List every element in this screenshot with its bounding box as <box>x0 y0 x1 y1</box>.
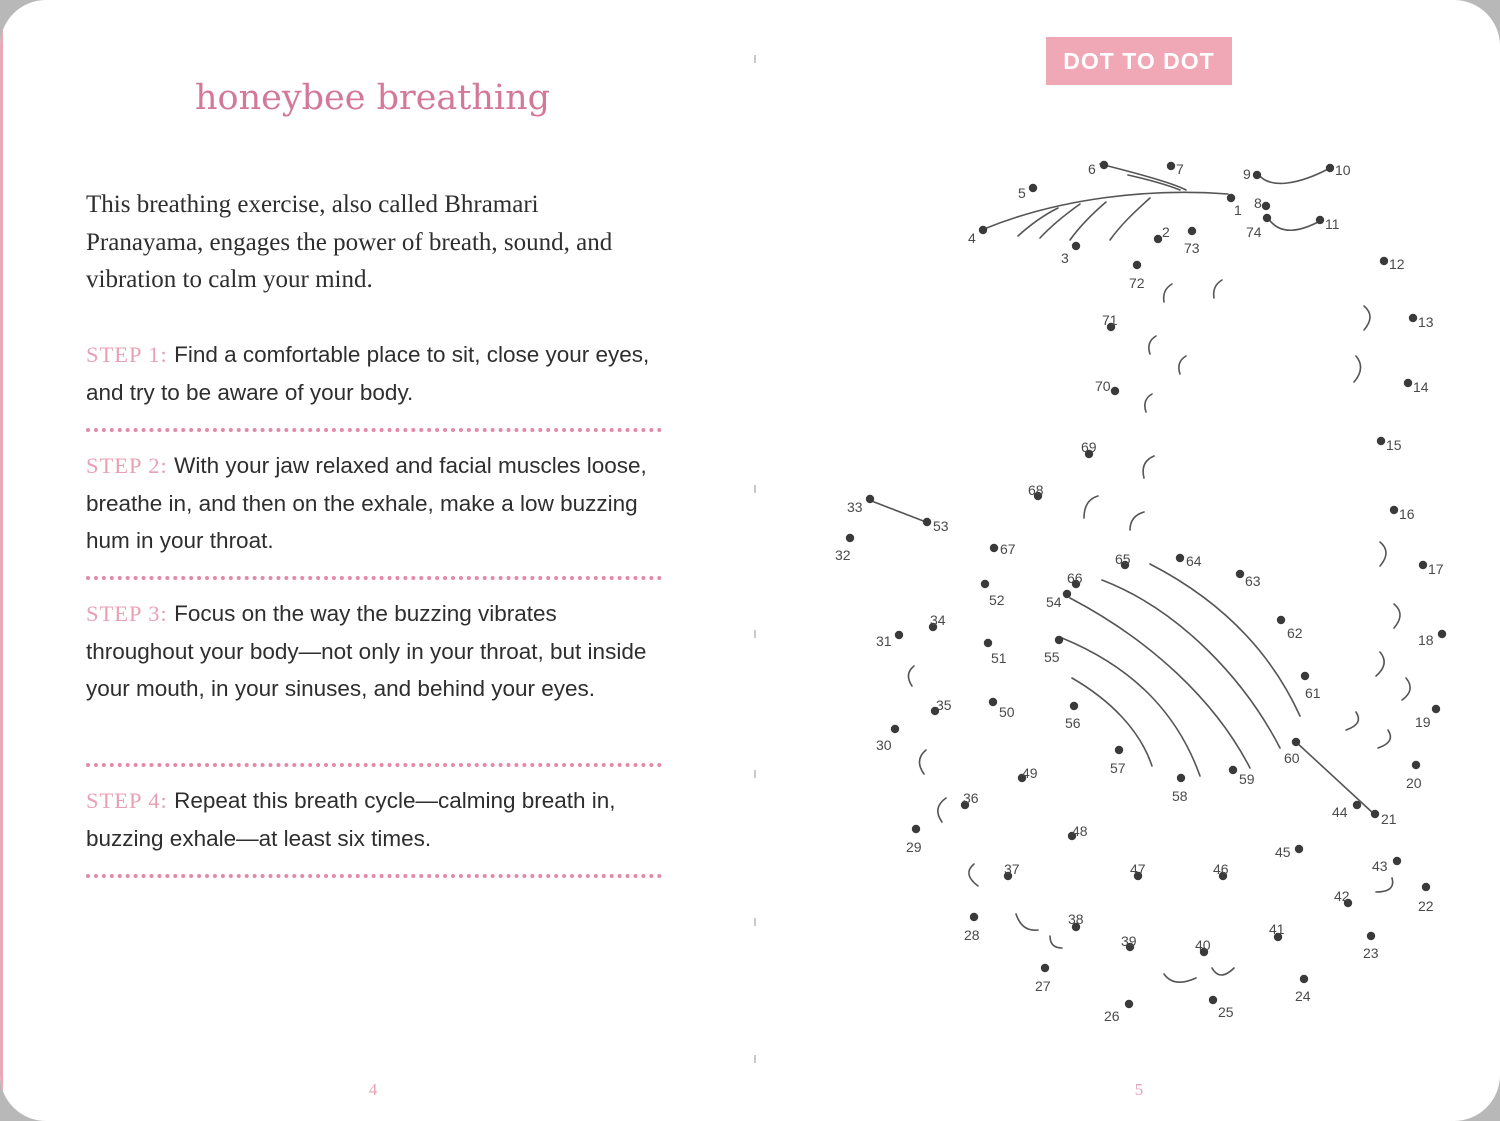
puzzle-dot-number: 43 <box>1372 858 1388 874</box>
puzzle-dot-number: 58 <box>1172 788 1188 804</box>
puzzle-dot <box>1301 672 1309 680</box>
stripe-line <box>1150 564 1300 716</box>
puzzle-dot-number: 1 <box>1234 202 1242 218</box>
puzzle-dot <box>1380 257 1388 265</box>
puzzle-dot-number: 50 <box>999 704 1015 720</box>
puzzle-dot <box>1422 883 1430 891</box>
puzzle-dot-number: 36 <box>963 790 979 806</box>
puzzle-dot-number: 4 <box>968 230 976 246</box>
puzzle-dot <box>1390 506 1398 514</box>
puzzle-dot-number: 74 <box>1246 224 1262 240</box>
puzzle-dot-number: 6 <box>1088 161 1096 177</box>
step-3-text: Focus on the way the buzzing vibrates throughout your body—not only in your throat, but inside your mouth, in your sinuses, and behind your eyes. <box>86 601 647 701</box>
puzzle-dot <box>1393 857 1401 865</box>
puzzle-dot <box>1229 766 1237 774</box>
antenna-line <box>1258 168 1330 183</box>
curl-dash <box>1380 542 1386 566</box>
puzzle-dot-number: 23 <box>1363 945 1379 961</box>
puzzle-dot <box>1262 202 1270 210</box>
step-2-text: With your jaw relaxed and facial muscles loose, breathe in, and then on the exhale, make a low buzzing hum in your throat. <box>86 453 647 553</box>
curl-dash <box>1394 604 1400 628</box>
curl-dash <box>1164 284 1172 302</box>
puzzle-dot-number: 31 <box>876 633 892 649</box>
puzzle-dot <box>1133 261 1141 269</box>
puzzle-dot-number: 41 <box>1269 921 1285 937</box>
curl-dash <box>908 666 914 686</box>
puzzle-dot-number: 73 <box>1184 240 1200 256</box>
curl-dash <box>1016 914 1038 930</box>
step-1-text: Find a comfortable place to sit, close your eyes, and try to be aware of your body. <box>86 342 650 405</box>
puzzle-dot-number: 10 <box>1335 162 1351 178</box>
puzzle-dot-number: 26 <box>1104 1008 1120 1024</box>
puzzle-dot-number: 15 <box>1386 437 1402 453</box>
curl-dash <box>938 798 946 822</box>
curl-dash <box>1346 712 1358 730</box>
puzzle-dot-number: 52 <box>989 592 1005 608</box>
puzzle-dot <box>1176 554 1184 562</box>
antenna-line <box>1268 218 1322 230</box>
puzzle-dot <box>970 913 978 921</box>
puzzle-dot <box>1367 932 1375 940</box>
curl-dash <box>1376 878 1393 892</box>
puzzle-dot-number: 37 <box>1004 861 1020 877</box>
puzzle-dot <box>989 698 997 706</box>
puzzle-dot <box>1115 746 1123 754</box>
puzzle-dot-number: 70 <box>1095 378 1111 394</box>
puzzle-dot-number: 9 <box>1243 166 1251 182</box>
puzzle-dot-number: 16 <box>1399 506 1415 522</box>
puzzle-dot-number: 2 <box>1162 224 1170 240</box>
puzzle-dot-number: 65 <box>1115 551 1131 567</box>
puzzle-dot <box>912 825 920 833</box>
puzzle-dot <box>1253 171 1261 179</box>
puzzle-dot <box>1419 561 1427 569</box>
connector-line <box>869 500 926 522</box>
puzzle-dot-number: 17 <box>1428 561 1444 577</box>
puzzle-dot-number: 13 <box>1418 314 1434 330</box>
curl-dash <box>1143 456 1154 478</box>
puzzle-dot <box>846 534 854 542</box>
puzzle-dot-number: 46 <box>1213 861 1229 877</box>
curl-dash <box>1179 356 1186 374</box>
puzzle-dot-number: 38 <box>1068 911 1084 927</box>
puzzle-dot-number: 62 <box>1287 625 1303 641</box>
puzzle-dot-number: 69 <box>1081 439 1097 455</box>
puzzle-dot <box>979 226 987 234</box>
puzzle-dot-number: 48 <box>1072 823 1088 839</box>
stripe-line <box>1102 580 1280 748</box>
stripe-line <box>1072 678 1152 766</box>
puzzle-dot-number: 19 <box>1415 714 1431 730</box>
curl-dash <box>1145 394 1152 412</box>
puzzle-dot-number: 56 <box>1065 715 1081 731</box>
puzzle-dot <box>1125 1000 1133 1008</box>
stripe-line <box>1070 598 1250 768</box>
puzzle-dot <box>1154 235 1162 243</box>
puzzle-dot-number: 8 <box>1254 195 1262 211</box>
puzzle-dot-number: 68 <box>1028 482 1044 498</box>
puzzle-dot <box>1111 387 1119 395</box>
puzzle-dot <box>895 631 903 639</box>
puzzle-dot <box>1295 845 1303 853</box>
puzzle-dot-number: 34 <box>930 612 946 628</box>
stem-line <box>1128 175 1180 190</box>
puzzle-dot <box>1227 194 1235 202</box>
intro-paragraph: This breathing exercise, also called Bhramari Pranayama, engages the power of breath, sound, and vibration to calm your mind. <box>86 191 613 293</box>
puzzle-dot <box>1167 162 1175 170</box>
puzzle-dot-number: 5 <box>1018 185 1026 201</box>
puzzle-dot <box>990 544 998 552</box>
puzzle-dot <box>1432 705 1440 713</box>
puzzle-dot-number: 25 <box>1218 1004 1234 1020</box>
puzzle-dot <box>984 639 992 647</box>
puzzle-dot <box>1236 570 1244 578</box>
puzzle-dot <box>1316 216 1324 224</box>
stem-line <box>1110 198 1150 240</box>
puzzle-dot-number: 72 <box>1129 275 1145 291</box>
puzzle-dot-number: 47 <box>1130 861 1146 877</box>
curl-dash <box>969 864 978 886</box>
curl-dash <box>1214 280 1222 298</box>
puzzle-dot <box>1100 161 1108 169</box>
step-4-text: Repeat this breath cycle—calming breath in, buzzing exhale—at least six times. <box>86 788 616 851</box>
puzzle-dot <box>923 518 931 526</box>
puzzle-dot-number: 55 <box>1044 649 1060 665</box>
step-1-label: STEP 1: <box>86 342 168 367</box>
puzzle-dot-number: 54 <box>1046 594 1062 610</box>
curl-dash <box>1354 356 1361 382</box>
puzzle-dot <box>866 495 874 503</box>
curl-dash <box>1050 936 1062 948</box>
puzzle-dot-number: 60 <box>1284 750 1300 766</box>
curl-dash <box>1149 336 1156 354</box>
puzzle-dot-number: 33 <box>847 499 863 515</box>
puzzle-dot <box>1377 437 1385 445</box>
puzzle-dot <box>1371 810 1379 818</box>
puzzle-dot <box>1300 975 1308 983</box>
puzzle-dot <box>1326 164 1334 172</box>
curl-dash <box>1402 678 1410 700</box>
curl-dash <box>1212 968 1234 975</box>
puzzle-dot-number: 29 <box>906 839 922 855</box>
puzzle-dot-number: 39 <box>1121 933 1137 949</box>
puzzle-dot <box>1041 964 1049 972</box>
puzzle-dot-number: 64 <box>1186 553 1202 569</box>
puzzle-dot <box>1072 242 1080 250</box>
curl-dash <box>1084 496 1098 518</box>
puzzle-dot-number: 24 <box>1295 988 1311 1004</box>
dot-to-dot-badge: DOT TO DOT <box>1046 37 1232 85</box>
puzzle-dot-number: 40 <box>1195 937 1211 953</box>
puzzle-dot-number: 27 <box>1035 978 1051 994</box>
puzzle-dot <box>1063 590 1071 598</box>
puzzle-dot-number: 28 <box>964 927 980 943</box>
puzzle-dot-number: 59 <box>1239 771 1255 787</box>
puzzle-dot <box>1209 996 1217 1004</box>
page-number-left: 4 <box>368 1080 378 1099</box>
step-2-label: STEP 2: <box>86 453 168 478</box>
puzzle-dot-number: 71 <box>1102 312 1118 328</box>
puzzle-dot-number: 21 <box>1381 811 1397 827</box>
puzzle-dot <box>1404 379 1412 387</box>
step-4-label: STEP 4: <box>86 788 168 813</box>
puzzle-dot-number: 61 <box>1305 685 1321 701</box>
puzzle-dot-number: 51 <box>991 650 1007 666</box>
puzzle-dot-number: 63 <box>1245 573 1261 589</box>
puzzle-dot-number: 67 <box>1000 541 1016 557</box>
puzzle-dot <box>1177 774 1185 782</box>
puzzle-dot-number: 14 <box>1413 379 1429 395</box>
page-title: honeybee breathing <box>194 78 551 118</box>
page-number-right: 5 <box>1134 1080 1144 1099</box>
puzzle-dot-number: 3 <box>1061 250 1069 266</box>
puzzle-dot <box>1070 702 1078 710</box>
puzzle-dot-number: 11 <box>1325 216 1340 232</box>
puzzle-dot-number: 35 <box>936 697 952 713</box>
curl-dash <box>919 750 926 774</box>
puzzle-dot <box>1292 738 1300 746</box>
curl-dash <box>1130 512 1144 530</box>
puzzle-dot <box>1438 630 1446 638</box>
puzzle-dot-number: 22 <box>1418 898 1434 914</box>
puzzle-dot <box>1029 184 1037 192</box>
puzzle-dot <box>1409 314 1417 322</box>
puzzle-dot-number: 45 <box>1275 844 1291 860</box>
puzzle-dot-number: 20 <box>1406 775 1422 791</box>
stem-line <box>1018 208 1058 236</box>
puzzle-dot-number: 49 <box>1022 765 1038 781</box>
puzzle-dot <box>1277 616 1285 624</box>
puzzle-dot-number: 66 <box>1067 570 1083 586</box>
puzzle-dot-number: 42 <box>1334 888 1350 904</box>
puzzle-dot <box>981 580 989 588</box>
puzzle-dot <box>1412 761 1420 769</box>
puzzle-dot-number: 32 <box>835 547 851 563</box>
puzzle-dot <box>891 725 899 733</box>
puzzle-dots <box>835 161 1446 1024</box>
puzzle-dot-number: 44 <box>1332 804 1348 820</box>
step-3-label: STEP 3: <box>86 601 168 626</box>
curl-dash <box>1164 974 1196 982</box>
curl-dash <box>1364 306 1370 330</box>
puzzle-dot-number: 53 <box>933 518 949 534</box>
puzzle-dot-number: 57 <box>1110 760 1126 776</box>
puzzle-dot-number: 12 <box>1389 256 1405 272</box>
stripe-line <box>1062 638 1200 776</box>
puzzle-dot-number: 30 <box>876 737 892 753</box>
puzzle-dot <box>1263 214 1271 222</box>
curl-dash <box>1378 730 1390 748</box>
puzzle-dot <box>1055 636 1063 644</box>
puzzle-dot <box>1353 801 1361 809</box>
curl-dash <box>1376 652 1384 676</box>
puzzle-dot <box>1188 227 1196 235</box>
puzzle-dot-number: 7 <box>1176 161 1184 177</box>
puzzle-dot-number: 18 <box>1418 632 1434 648</box>
